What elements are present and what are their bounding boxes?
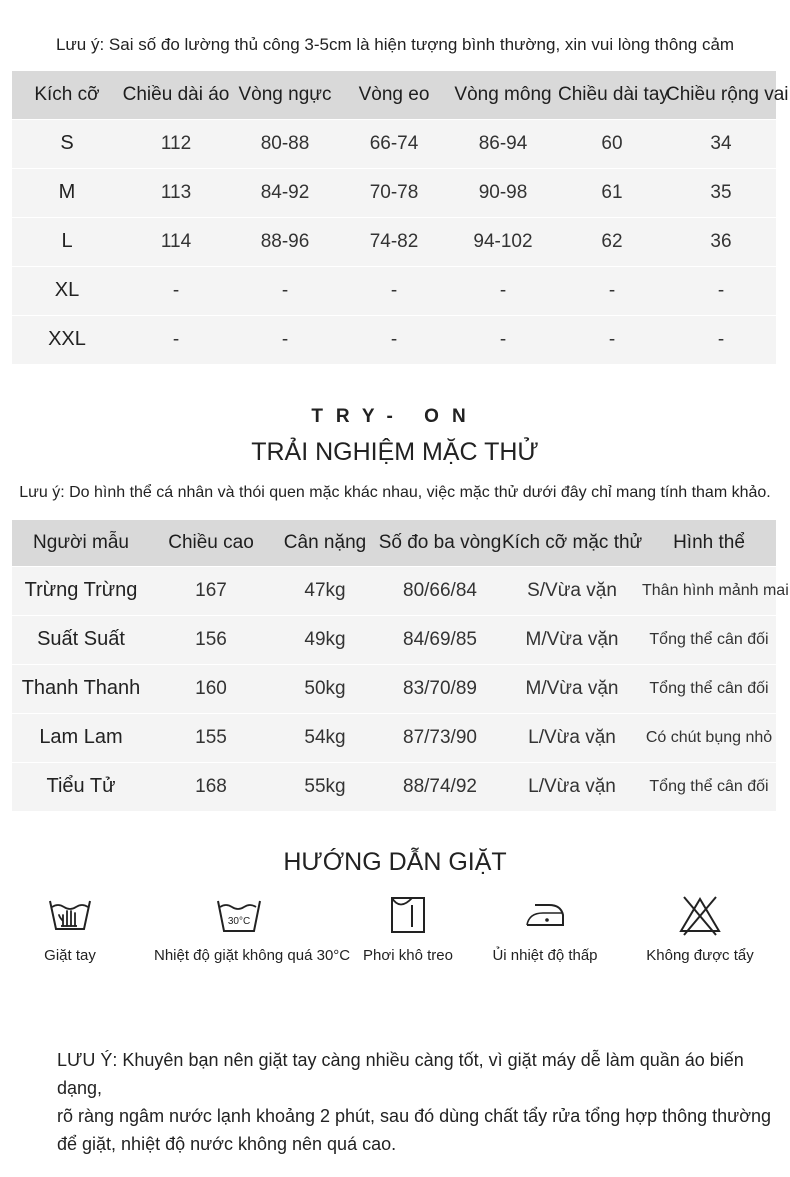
col-length: Chiều dài áo — [122, 83, 230, 105]
col-sleeve: Chiều dài tay — [558, 83, 669, 105]
length-cell: - — [172, 279, 180, 301]
shoulder-cell: 36 — [710, 230, 732, 252]
table-row — [12, 315, 776, 364]
care-label: Giặt tay — [44, 947, 96, 964]
height-cell: 160 — [195, 677, 227, 699]
size-chart-table — [12, 71, 789, 365]
table-row — [12, 566, 776, 615]
table-row — [12, 762, 776, 811]
tryon-model-table — [12, 520, 789, 812]
shoulder-cell: - — [717, 328, 725, 350]
care-label: Nhiệt độ giặt không quá 30°C — [154, 947, 351, 964]
size-cell: XXL — [48, 328, 86, 350]
size-cell: M — [58, 181, 76, 203]
table-row — [12, 266, 776, 315]
chest-cell: - — [281, 279, 289, 301]
no-bleach-icon — [676, 893, 724, 937]
measurements-cell: 84/69/85 — [403, 628, 477, 650]
measurements-cell: 80/66/84 — [403, 579, 477, 601]
hip-cell: 86-94 — [478, 132, 528, 154]
low-iron-icon — [521, 893, 569, 937]
sleeve-cell: 61 — [601, 181, 623, 203]
care-label: Ủi nhiệt độ thấp — [492, 947, 598, 964]
waist-cell: 66-74 — [369, 132, 419, 154]
model-name-cell: Lam Lam — [39, 726, 123, 748]
size-table-header — [12, 71, 776, 119]
col-size: Kích cỡ — [34, 83, 100, 105]
hang-dry-icon — [384, 893, 432, 937]
weight-cell: 54kg — [304, 726, 346, 748]
sleeve-cell: 60 — [601, 132, 623, 154]
care-label: Phơi khô treo — [363, 947, 453, 964]
chest-cell: 88-96 — [260, 230, 310, 252]
table-row — [12, 168, 776, 217]
shoulder-cell: 35 — [710, 181, 732, 203]
shoulder-cell: - — [717, 279, 725, 301]
note-line: rõ ràng ngâm nước lạnh khoảng 2 phút, sau đó dùng chất tẩy rửa tổng hợp thông thường — [57, 1106, 772, 1126]
shoulder-cell: 34 — [710, 132, 732, 154]
hip-cell: - — [499, 279, 507, 301]
tried-size-cell: M/Vừa vặn — [525, 677, 619, 699]
table-row — [12, 119, 776, 168]
body-type-cell: Tổng thể cân đối — [649, 679, 769, 697]
length-cell: - — [172, 328, 180, 350]
size-cell: XL — [54, 279, 80, 301]
washing-guide-title: HƯỚNG DẪN GIẶT — [283, 848, 507, 876]
tried-size-cell: L/Vừa vặn — [528, 726, 616, 748]
measurements-cell: 87/73/90 — [403, 726, 477, 748]
size-cell: S — [60, 132, 74, 154]
table-row — [12, 664, 776, 713]
washing-advice-note — [57, 1046, 777, 1158]
table-row — [12, 713, 776, 762]
body-type-cell: Tổng thể cân đối — [649, 777, 769, 795]
col-tried-size: Kích cỡ mặc thử — [502, 531, 643, 553]
chest-cell: 84-92 — [260, 181, 310, 203]
sleeve-cell: - — [608, 279, 616, 301]
body-type-cell: Có chút bụng nhỏ — [645, 728, 773, 746]
height-cell: 167 — [195, 579, 227, 601]
col-measurements: Số đo ba vòng — [378, 531, 502, 553]
care-label: Không được tẩy — [646, 947, 754, 964]
length-cell: 113 — [160, 181, 192, 203]
measurements-cell: 83/70/89 — [403, 677, 477, 699]
waist-cell: 74-82 — [369, 230, 419, 252]
col-shoulder: Chiều rộng vai — [666, 83, 789, 105]
sleeve-cell: - — [608, 328, 616, 350]
model-table-header — [12, 520, 776, 566]
tried-size-cell: L/Vừa vặn — [528, 775, 616, 797]
size-cell: L — [61, 230, 73, 252]
care-item-low-iron — [460, 893, 630, 964]
chest-cell: - — [281, 328, 289, 350]
care-item-wash-30c — [154, 893, 351, 964]
weight-cell: 49kg — [304, 628, 346, 650]
model-name-cell: Trừng Trừng — [24, 579, 138, 601]
weight-cell: 55kg — [304, 775, 346, 797]
model-name-cell: Tiểu Tử — [46, 775, 116, 797]
tryon-title-en: TRY- ON — [311, 406, 479, 427]
wash-30c-icon — [215, 893, 263, 937]
note-line: để giặt, nhiệt độ nước không nên quá cao. — [57, 1134, 397, 1154]
tried-size-cell: S/Vừa vặn — [527, 579, 617, 601]
weight-cell: 50kg — [304, 677, 346, 699]
col-hip: Vòng mông — [454, 83, 552, 105]
col-height: Chiều cao — [168, 531, 254, 553]
length-cell: 114 — [160, 230, 192, 252]
weight-cell: 47kg — [304, 579, 346, 601]
col-chest: Vòng ngực — [238, 83, 332, 105]
waist-cell: - — [390, 279, 398, 301]
care-item-hand-wash — [0, 893, 155, 964]
chest-cell: 80-88 — [260, 132, 310, 154]
hip-cell: - — [499, 328, 507, 350]
table-row — [12, 217, 776, 266]
waist-cell: - — [390, 328, 398, 350]
size-measurement-note: Lưu ý: Sai số đo lường thủ công 3-5cm là hiện tượng bình thường, xin vui lòng thông cảm — [55, 35, 735, 54]
col-body-type: Hình thể — [673, 531, 745, 553]
tried-size-cell: M/Vừa vặn — [525, 628, 619, 650]
measurements-cell: 88/74/92 — [403, 775, 477, 797]
col-waist: Vòng eo — [358, 83, 430, 105]
hip-cell: 90-98 — [478, 181, 528, 203]
hip-cell: 94-102 — [473, 230, 533, 252]
hand-wash-icon — [46, 893, 94, 937]
model-name-cell: Thanh Thanh — [21, 677, 141, 699]
height-cell: 155 — [195, 726, 227, 748]
care-item-no-bleach — [615, 893, 785, 964]
wash-temp-text: 30°C — [227, 916, 251, 927]
height-cell: 168 — [195, 775, 227, 797]
col-weight: Cân nặng — [283, 531, 367, 553]
tryon-note: Lưu ý: Do hình thể cá nhân và thói quen mặc khác nhau, việc mặc thử dưới đây chỉ mang tính tham khảo. — [19, 484, 771, 501]
table-row — [12, 615, 776, 664]
model-name-cell: Suất Suất — [37, 628, 125, 650]
waist-cell: 70-78 — [369, 181, 419, 203]
note-line: LƯU Ý: Khuyên bạn nên giặt tay càng nhiều càng tốt, vì giặt máy dễ làm quần áo biến dạng, — [57, 1050, 744, 1098]
body-type-cell: Tổng thể cân đối — [649, 630, 769, 648]
length-cell: 112 — [160, 132, 192, 154]
body-type-cell: Thân hình mảnh mai — [642, 581, 789, 599]
col-model: Người mẫu — [33, 531, 129, 553]
tryon-title-vn: TRẢI NGHIỆM MẶC THỬ — [251, 438, 539, 466]
sleeve-cell: 62 — [601, 230, 623, 252]
height-cell: 156 — [195, 628, 227, 650]
